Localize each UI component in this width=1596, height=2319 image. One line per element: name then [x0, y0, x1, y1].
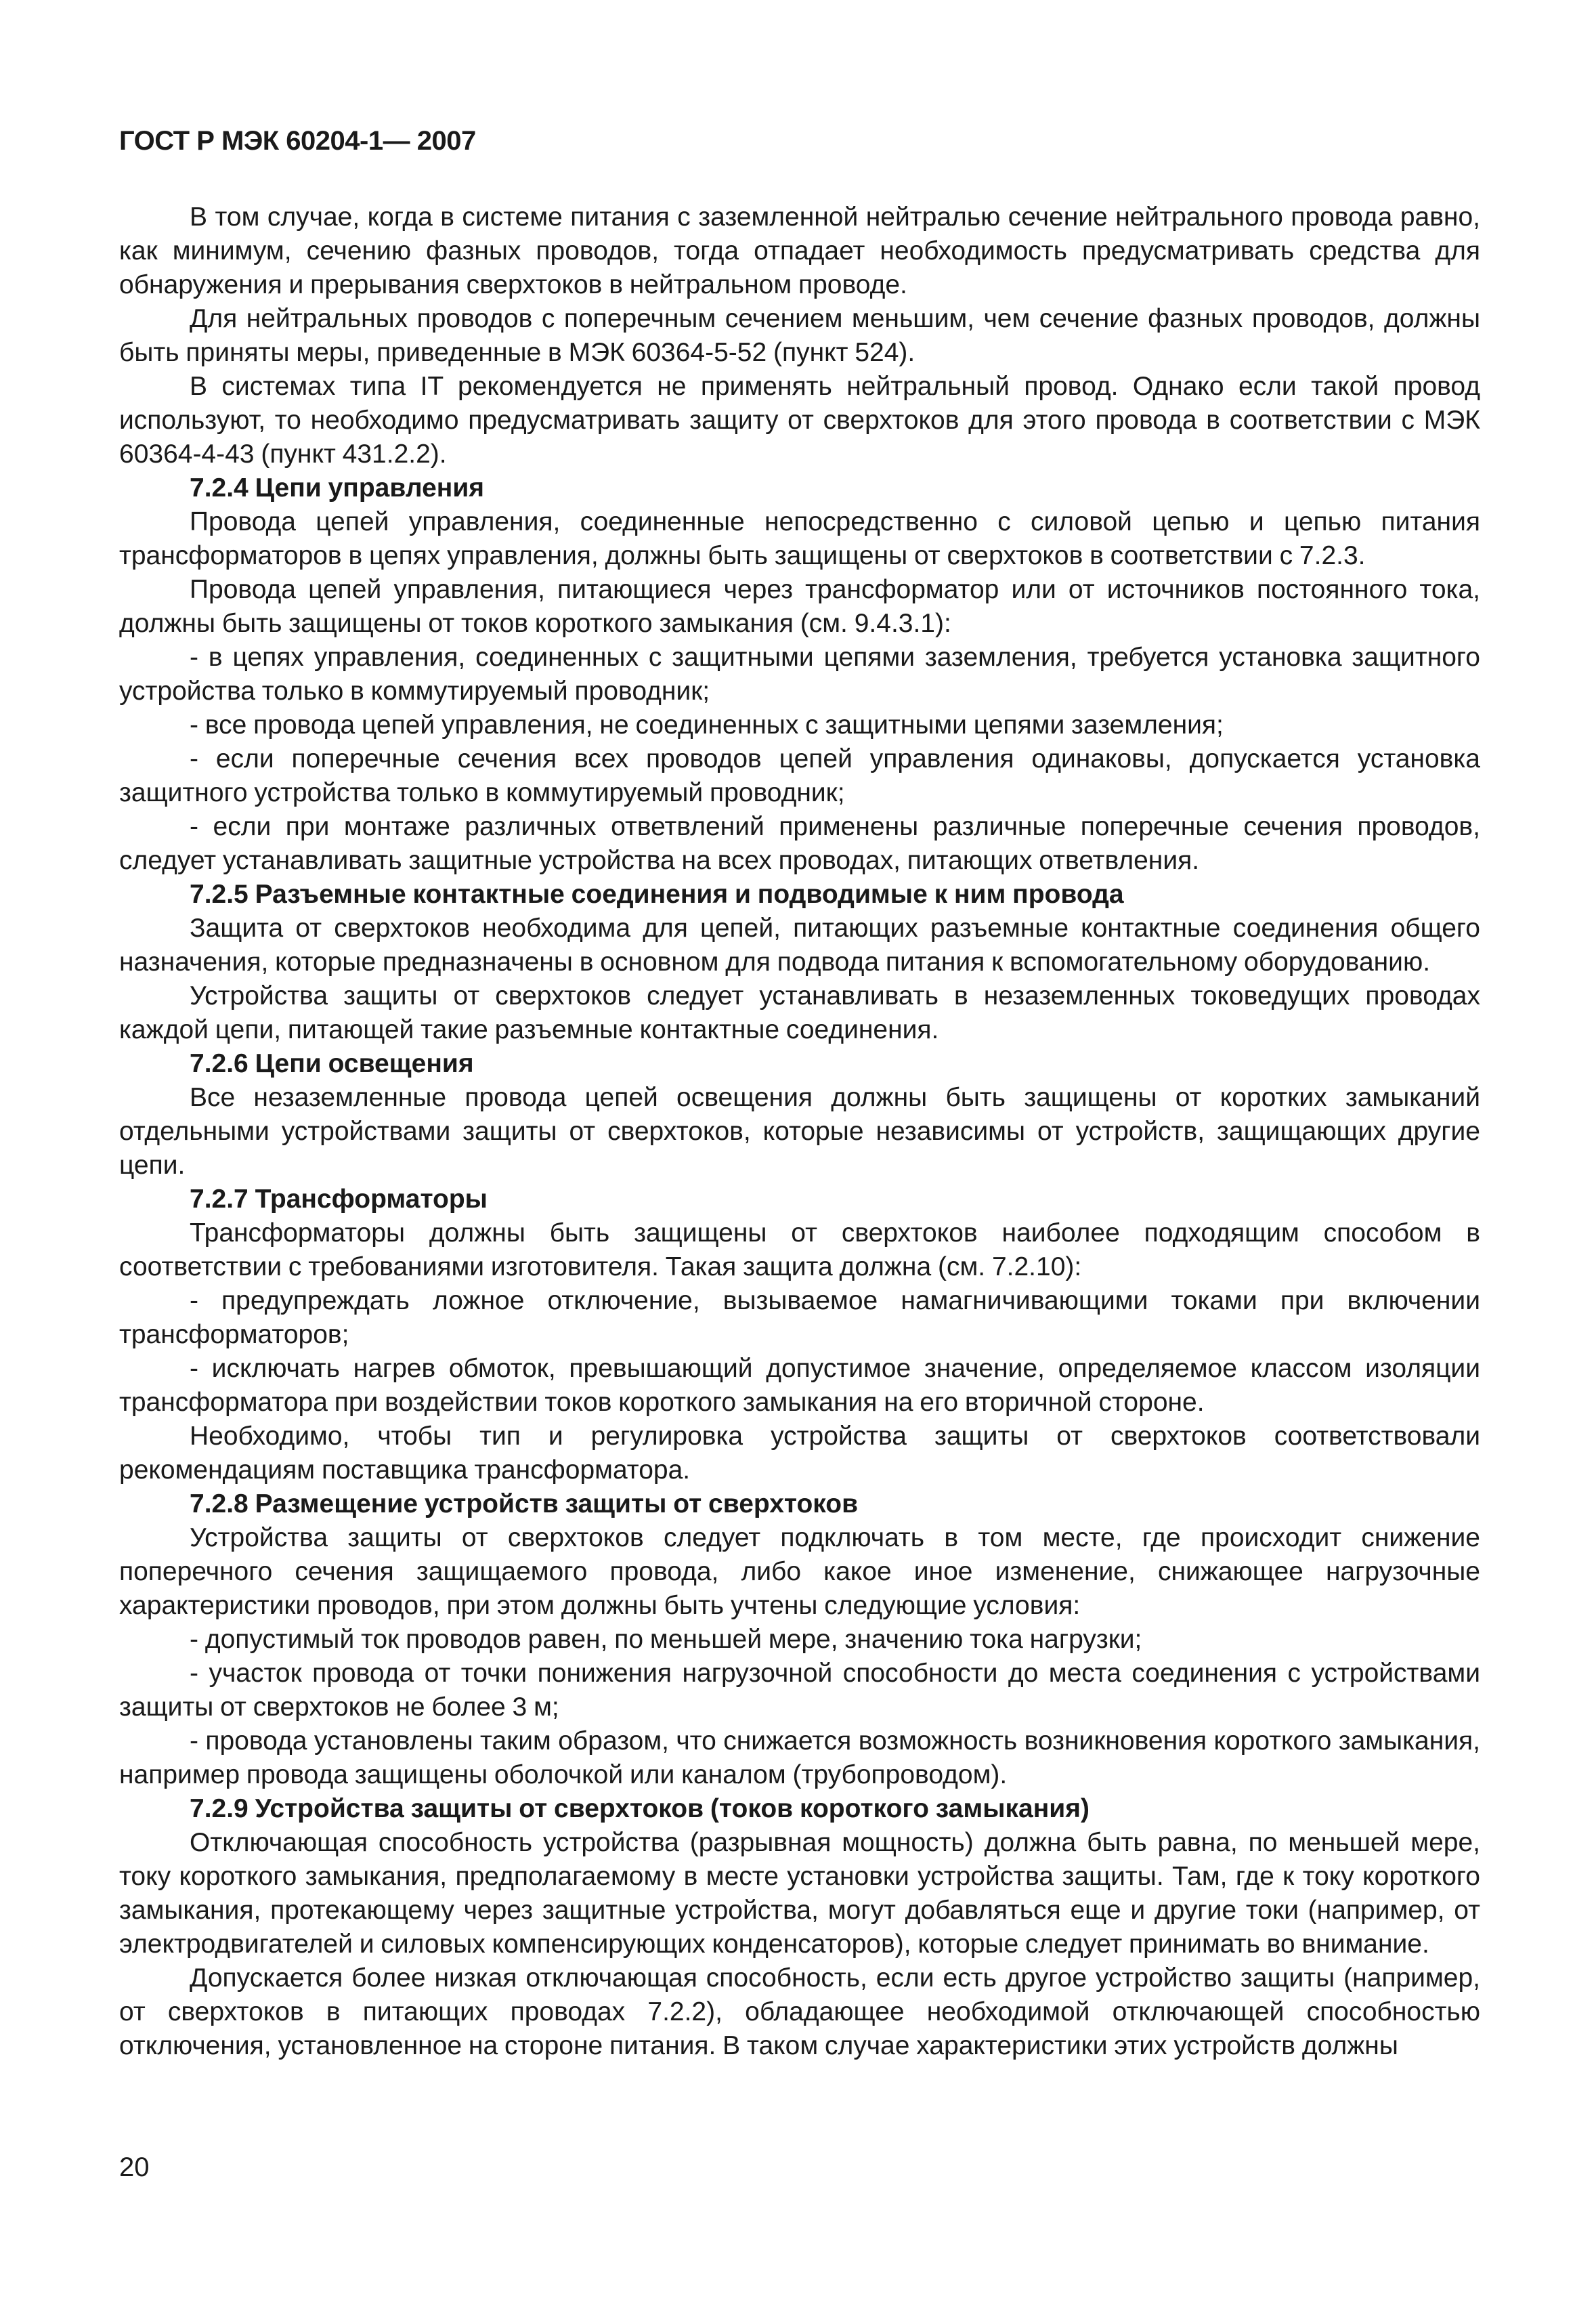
body-paragraph: Все незаземленные провода цепей освещения должны быть защищены от коротких замыканий отдельными устройствами защиты от сверхтоков, которые независимы от устройств, защищающих другие цепи.	[119, 1083, 1480, 1180]
section-heading: 7.2.7 Трансформаторы	[190, 1185, 488, 1214]
body-paragraph: - исключать нагрев обмоток, превышающий допустимое значение, определяемое классом изоляции трансформатора при воздействии токов короткого замыкания на его вторичной стороне.	[119, 1354, 1480, 1417]
body-paragraph: Допускается более низкая отключающая способность, если есть другое устройство защиты (например, от сверхтоков в питающих проводах 7.2.2), обладающее необходимой отключающей способностью отключения, установленное на стороне питания. В таком случае характеристики этих устройств должны	[119, 1963, 1480, 2060]
body-paragraph: - если поперечные сечения всех проводов цепей управления одинаковы, допускается установка защитного устройства только в коммутируемый проводник;	[119, 744, 1480, 807]
section-heading: 7.2.6 Цепи освещения	[190, 1049, 474, 1078]
page-header-standard-code: ГОСТ Р МЭК 60204-1— 2007	[119, 126, 476, 156]
section-heading: 7.2.9 Устройства защиты от сверхтоков (токов короткого замыкания)	[190, 1794, 1090, 1823]
body-paragraph: В том случае, когда в системе питания с заземленной нейтралью сечение нейтрального провода равно, как минимум, сечению фазных проводов, тогда отпадает необходимость предусматривать средства для обнаружения и прерывания сверхтоков в нейтральном проводе.	[119, 203, 1480, 299]
body-paragraph: Устройства защиты от сверхтоков следует подключать в том месте, где происходит снижение поперечного сечения защищаемого провода, либо какое иное изменение, снижающее нагрузочные характеристики проводов, при этом должны быть учтены следующие условия:	[119, 1523, 1480, 1620]
body-paragraph: В системах типа IT рекомендуется не применять нейтральный провод. Однако если такой провод используют, то необходимо предусматривать защиту от сверхтоков для этого провода в соответствии с МЭК 60364-4-43 (пункт 431.2.2).	[119, 372, 1480, 469]
body-paragraph: - провода установлены таким образом, что снижается возможность возникновения короткого замыкания, например провода защищены оболочкой или каналом (трубопроводом).	[119, 1726, 1480, 1789]
body-paragraph: - если при монтаже различных ответвлений применены различные поперечные сечения проводов, следует устанавливать защитные устройства на всех проводах, питающих ответвления.	[119, 812, 1480, 875]
body-paragraph: Провода цепей управления, питающиеся через трансформатор или от источников постоянного тока, должны быть защищены от токов короткого замыкания (см. 9.4.3.1):	[119, 575, 1480, 638]
body-paragraph: Отключающая способность устройства (разрывная мощность) должна быть равна, по меньшей мере, току короткого замыкания, предполагаемому в месте установки устройства защиты. Там, где к току короткого замыкания, протекающему через защитные устройства, могут добавляться еще и другие токи (например, от электродвигателей и силовых компенсирующих конденсаторов), которые следует принимать во внимание.	[119, 1828, 1480, 1959]
body-paragraph: - допустимый ток проводов равен, по меньшей мере, значению тока нагрузки;	[190, 1625, 1142, 1654]
body-paragraph: Устройства защиты от сверхтоков следует устанавливать в незаземленных токоведущих проводах каждой цепи, питающей такие разъемные контактные соединения.	[119, 981, 1480, 1044]
document-body	[119, 200, 1480, 2063]
body-paragraph: - в цепях управления, соединенных с защитными цепями заземления, требуется установка защитного устройства только в коммутируемый проводник;	[119, 643, 1480, 706]
body-paragraph: - участок провода от точки понижения нагрузочной способности до места соединения с устройствами защиты от сверхтоков не более 3 м;	[119, 1659, 1480, 1722]
section-heading: 7.2.8 Размещение устройств защиты от сверхтоков	[190, 1489, 859, 1518]
body-paragraph: Защита от сверхтоков необходима для цепей, питающих разъемные контактные соединения общего назначения, которые предназначены в основном для подвода питания к вспомогательному оборудованию.	[119, 914, 1480, 977]
section-heading: 7.2.4 Цепи управления	[190, 473, 485, 503]
body-paragraph: - все провода цепей управления, не соединенных с защитными цепями заземления;	[190, 710, 1224, 740]
section-heading: 7.2.5 Разъемные контактные соединения и подводимые к ним провода	[190, 880, 1124, 909]
body-paragraph: Провода цепей управления, соединенные непосредственно с силовой цепью и цепью питания трансформаторов в цепях управления, должны быть защищены от сверхтоков в соответствии с 7.2.3.	[119, 507, 1480, 570]
body-paragraph: Трансформаторы должны быть защищены от сверхтоков наиболее подходящим способом в соответствии с требованиями изготовителя. Такая защита должна (см. 7.2.10):	[119, 1218, 1480, 1281]
page-number: 20	[119, 2152, 150, 2182]
body-paragraph: - предупреждать ложное отключение, вызываемое намагничивающими токами при включении трансформаторов;	[119, 1286, 1480, 1349]
body-paragraph: Необходимо, чтобы тип и регулировка устройства защиты от сверхтоков соответствовали рекомендациям поставщика трансформатора.	[119, 1422, 1480, 1485]
body-paragraph: Для нейтральных проводов с поперечным сечением меньшим, чем сечение фазных проводов, должны быть приняты меры, приведенные в МЭК 60364-5-52 (пункт 524).	[119, 304, 1480, 367]
